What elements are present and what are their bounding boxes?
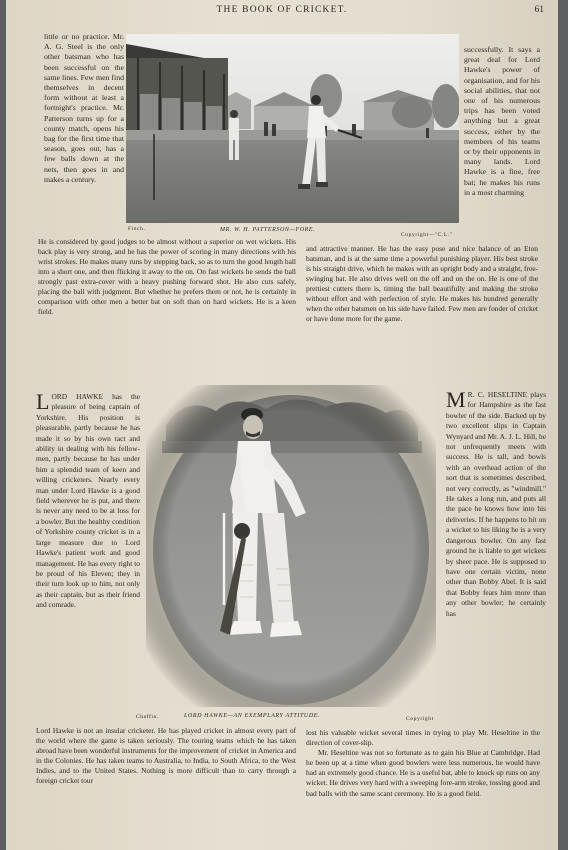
photo-caption-bottom: LORD HAWKE—AN EXEMPLARY ATTITUDE. (184, 713, 321, 719)
text-patterson-intro: little or no practice. Mr. A. G. Steel is the only other batsman who has been successful on the same lines. Few men find themselves in decent form without at least a fortnight's practice. Mr. Patterson turns up for a county match, opens his bag for the first time that season, goes out, has a few balls down at the nets, then goes in and makes a century. (44, 32, 124, 184)
text-lord-hawke-column: LORD HAWKE has the pleasure of being captain of Yorkshire. His position is pleasurable, partly because he has made it so by his own tact and ability in dealing with his fellow-men, partly because he has under him a splendid team of keen and willing cricketers. Nearly every man under Lord Hawke is a good field wherever he is put, and there is never any need to be at loss for a bowler. But the healthy condition of Yorkshire county cricket is in a large measure due to Lord Hawke's patient work and good management. He has every right to be proud of his Eleven; they in their turn look up to him, not only as their captain, but as their friend and comrade. (36, 389, 140, 610)
text-heseltine-column: M R. C. HESELTINE plays for Hampshire as the fast bowler of the side. Backed up by two excellent slips in Captain Wynyard and Mr. A. J. L. Hill, he not unfrequently meets with success. He is tall, and bowls with an overhead action of the sort that is sometimes described, not very correctly, as "windmill." He takes a long run, and puts all the pace he knows how into his deliveries. If he happens to hit on a wicket to his liking he is a very dangerous bowler. On any fast ground he is liable to get wickets by sheer pace. He is supposed to have one certain victim, none other than Bobby Abel. It is said that Bobby fears him more than any other bowler; he certainly has (446, 387, 546, 618)
book-page (6, 0, 558, 850)
running-title: THE BOOK OF CRICKET. (216, 5, 348, 15)
drop-cap-m: M (446, 387, 466, 412)
text-hawke-tours: Lord Hawke is not an insular cricketer. He has played cricket in almost every part of the world where the game is taken seriously. The touring teams which he has taken abroad have been wonderful instruments for the improvement of cricket in America and in the Colonies. He has taken teams to Australia, to India, to South Africa, to the West Indies, and to the United States. Nothing is more difficult than to carry through a foreign cricket tour (36, 726, 296, 786)
text-hawke-style: and attractive manner. He has the easy pose and nice balance of an Eton batsman, and is at the same time a powerful punishing player. His best stroke is his straight drive, which he makes with an upright body and a straight, free-swinging bat. He also drives well on the off and on the on. He is one of the prettiest cutters there is, timing the ball beautifully and making the stroke without effort and with perfection of style. He makes his hundred generally when the other batsmen on his side have failed. Few men are fonder of cricket or have done more for the game. (306, 244, 538, 323)
text-patterson-style: He is considered by good judges to be almost without a superior on wet wickets. His back play is very strong, and he has the power of scoring in many directions with his wrist strokes. He makes many runs by stepping back, so as to turn the good length ball into a short one, and then flicking it away to the on. On fast wickets he sends the ball strongly past extra-cover with a heavy pushing forward shot. He also cuts safely, placing the ball with judgment. But whether he prefers them or not, he is certainly in comparison with other men a better bat on soft than on hard wickets. He is a keen field. (38, 237, 296, 316)
page-number: 61 (534, 5, 544, 15)
photo-patterson (126, 34, 459, 223)
photo-copyright-bottom: Copyright (406, 716, 434, 722)
photo-copyright-top: Copyright—"C.L." (401, 232, 453, 238)
text-heseltine-wicket: lost his valuable wicket several times in trying to play Mr. Heseltine in the direction of cover-slip. Mr. Heseltine was not so fortunate as to gain his Blue at Cambridge. Had he been up at a time when good bowlers were less numerous, he would have had an extremely good chance. He is a useful bat, able to knock up runs on any wicket. He drives very hard with a sweeping fore-arm stroke, tossing good and bad balls with the same scant ceremony. He is a good field. (306, 728, 540, 798)
photo-lord-hawke (146, 385, 436, 707)
text-hawke-intro: successfully. It says a great deal for Lord Hawke's power of organisation, and for his social abilities, that not one of his numerous trips has been voted anything but a great success, either by the members of his teams or by their opponents in many lands. Lord Hawke is a fine, free bat; he makes his runs in a most charming (464, 45, 540, 197)
drop-cap-l: L (36, 389, 50, 414)
photo-credit-top: Finch. (128, 226, 146, 232)
photo-caption-top: MR. W. H. PATTERSON—FORE. (220, 227, 316, 233)
photo-credit-bottom: Chaffin. (136, 714, 159, 720)
running-header (6, 5, 558, 17)
